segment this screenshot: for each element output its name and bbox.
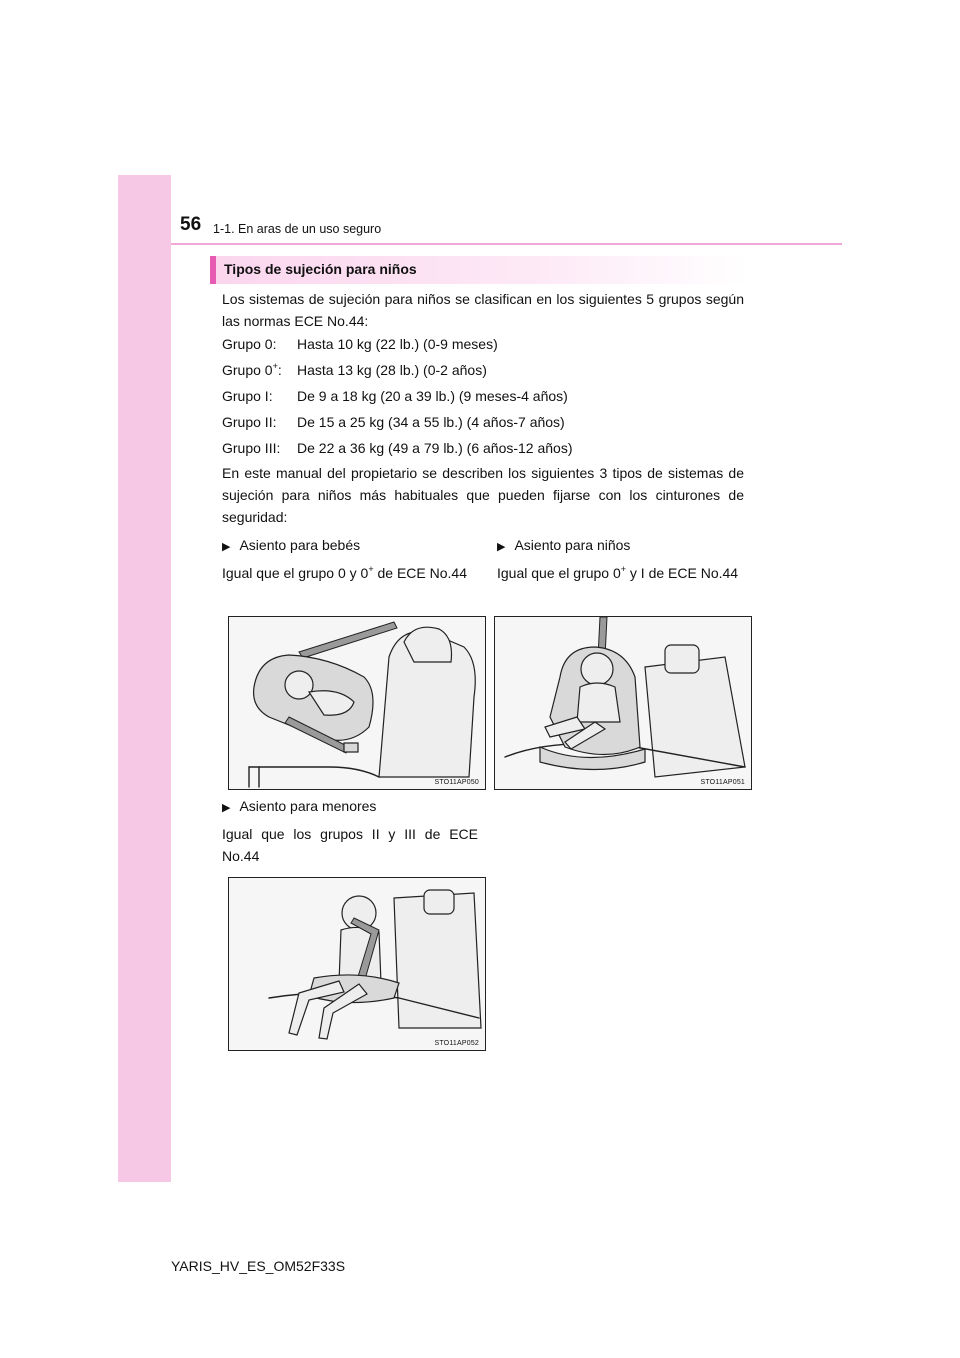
group-row bbox=[222, 440, 573, 456]
group-desc: De 22 a 36 kg (49 a 79 lb.) (6 años-12 años) bbox=[297, 440, 573, 456]
seat-desc-infant: Igual que el grupo 0 y 0+ de ECE No.44 bbox=[222, 564, 467, 581]
seat-desc-booster: Igual que los grupos II y III de ECE No.44 bbox=[222, 826, 478, 864]
seat-desc-child: Igual que el grupo 0+ y I de ECE No.44 bbox=[497, 564, 739, 581]
section-accent bbox=[210, 256, 216, 284]
header-divider bbox=[171, 243, 842, 245]
page-number: 56 bbox=[180, 214, 202, 235]
group-label: Grupo 0+: bbox=[222, 361, 282, 378]
group-desc: De 15 a 25 kg (34 a 55 lb.) (4 años-7 años) bbox=[297, 414, 565, 430]
group-desc: Hasta 10 kg (22 lb.) (0-9 meses) bbox=[297, 336, 498, 352]
group-row bbox=[222, 414, 565, 430]
closing-paragraph: En este manual del propietario se describen los siguientes 3 tipos de sistemas de sujeción para niños más habituales que pueden fijarse con los cinturones de seguridad: bbox=[222, 465, 744, 525]
document-code-footer: YARIS_HV_ES_OM52F33S bbox=[171, 1258, 346, 1274]
intro-paragraph: Los sistemas de sujeción para niños se clasifican en los siguientes 5 grupos según las normas ECE No.44: bbox=[222, 291, 744, 329]
child-seat-illustration bbox=[495, 617, 751, 789]
group-desc: Hasta 13 kg (28 lb.) (0-2 años) bbox=[297, 362, 487, 378]
chapter-title: 1-1. En aras de un uso seguro bbox=[213, 222, 382, 236]
group-label: Grupo I: bbox=[222, 388, 273, 404]
group-label: Grupo III: bbox=[222, 440, 281, 456]
triangle-right-icon: ▶ bbox=[497, 541, 506, 553]
seat-heading-child: ▶ Asiento para niños bbox=[497, 537, 631, 553]
group-label: Grupo II: bbox=[222, 414, 277, 430]
figure-code: STO11AP050 bbox=[434, 779, 479, 786]
seat-heading-infant: ▶ Asiento para bebés bbox=[222, 537, 361, 553]
infant-seat-illustration bbox=[229, 617, 485, 789]
group-label: Grupo 0: bbox=[222, 336, 277, 352]
group-desc: De 9 a 18 kg (20 a 39 lb.) (9 meses-4 años) bbox=[297, 388, 568, 404]
figure-booster-seat bbox=[228, 877, 486, 1051]
triangle-right-icon: ▶ bbox=[222, 802, 231, 814]
figure-infant-seat bbox=[228, 616, 486, 790]
group-row bbox=[222, 388, 568, 404]
seat-heading-booster: ▶ Asiento para menores bbox=[222, 798, 377, 814]
section-heading-bar bbox=[210, 256, 749, 284]
triangle-right-icon: ▶ bbox=[222, 541, 231, 553]
figure-code: STO11AP052 bbox=[434, 1040, 479, 1047]
section-title: Tipos de sujeción para niños bbox=[224, 261, 417, 277]
figure-child-seat bbox=[494, 616, 752, 790]
figure-code: STO11AP051 bbox=[700, 779, 745, 786]
group-row bbox=[222, 361, 487, 378]
booster-seat-illustration bbox=[229, 878, 485, 1050]
chapter-sidebar-tab bbox=[118, 175, 171, 1182]
group-row bbox=[222, 336, 498, 352]
